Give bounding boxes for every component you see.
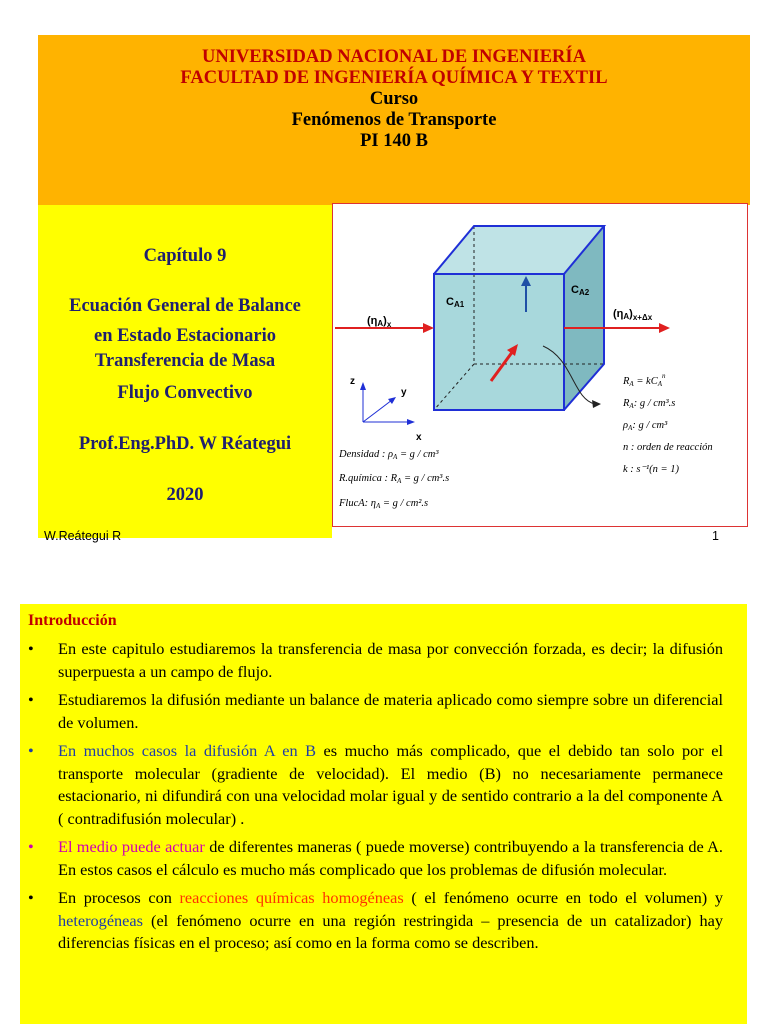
rate-constant: k : s⁻¹(n = 1) (623, 464, 680, 475)
bullet: • (28, 741, 34, 760)
list-item (20, 689, 747, 734)
x-axis-label: x (416, 432, 422, 443)
paragraph-4-text: de diferentes maneras ( puede moverse) contribuyendo a la transferencia de A. En estos casos el cálculo es mucho más complicado que los problemas de difusión molecular. (58, 837, 724, 879)
list-item (20, 836, 747, 881)
paragraph-5-end: (el fenómeno ocurre en una región restringida – presencia de un catalizador) hay diferencias físicas en el proceso; así como en la forma como se describen. (58, 910, 723, 952)
paragraph-3-text: es mucho más complicado, que el debido tan solo por el transporte molecular (gradiente de velocidad). El medio (B) no necesariamente permanece estacionario, ni difundirá con una velocidad molar igual y de sentido contrario a la del componente A ( contradifusión molecular) . (58, 741, 723, 828)
cover-title-line-4: Flujo Convectivo (117, 383, 253, 403)
concentration-a2-label: CA2 (571, 284, 590, 297)
rate-units: RA: g / cm³.s (623, 398, 676, 410)
reaction-order: n : orden de reacción (623, 442, 713, 453)
introduction-title: Introducción (28, 612, 117, 629)
list-item (20, 887, 747, 955)
course-code: PI 140 B (360, 131, 428, 151)
course-name: Fenómenos de Transporte (291, 110, 497, 130)
list-item (20, 740, 747, 830)
bullet: • (28, 690, 34, 709)
y-axis-head (388, 397, 396, 404)
professor-name: Prof.Eng.PhD. W Réategui (78, 434, 292, 454)
reaction-equations (622, 372, 713, 475)
cover-title-line-2: en Estado Estacionario (94, 326, 276, 346)
paragraph-3-highlight: En muchos casos la difusión A en B (58, 741, 324, 760)
university-name: UNIVERSIDAD NACIONAL DE INGENIERÍA (202, 47, 586, 67)
heterogeneous-highlight: heterogéneas (58, 910, 143, 930)
z-axis-head (360, 382, 366, 390)
control-volume-figure (332, 203, 748, 527)
paragraph-5-start: En procesos con (58, 888, 180, 907)
reaction-definition: R.química : RA = g / cm³.s (339, 473, 450, 485)
cover-title-line-3: Transferencia de Masa (94, 351, 276, 371)
flux-definition: FlucA: ηA = g / cm².s (339, 498, 429, 510)
introduction-slide (20, 604, 747, 1024)
flux-out-label: $(\eta A)_{x+\Delta x}$ (613, 308, 653, 322)
introduction-list (20, 638, 747, 961)
cover-panel (38, 205, 332, 538)
course-label: Curso (369, 89, 419, 109)
chapter-label: Capítulo 9 (143, 246, 227, 266)
concentration-a1-label: CA1 (446, 296, 465, 309)
rate-equation: RA = kCA$^n$ (623, 372, 666, 388)
cover-title-line-1: Ecuación General de Balance (69, 296, 301, 316)
y-axis-label: y (401, 387, 407, 398)
year: 2020 (166, 485, 204, 505)
paragraph-4-highlight: El medio puede actuar (58, 837, 210, 856)
definitions (338, 449, 449, 510)
flux-in-label: $(\eta A)_x$ (367, 315, 392, 329)
pointer-head (592, 400, 601, 408)
density-definition: Densidad : ρA = g / cm³ (339, 449, 439, 461)
bullet: • (28, 888, 34, 907)
paragraph-5-middle: ( el fenómeno ocurre en todo el volumen) y (403, 888, 723, 907)
z-axis-label: z (350, 376, 355, 387)
page-number: 1 (712, 529, 719, 543)
paragraph-1: En este capitulo estudiaremos la transferencia de masa por convección forzada, es decir; la difusión superpuesta a un campo de flujo. (58, 639, 723, 681)
homogeneous-reactions-highlight: reacciones químicas homogéneas (179, 888, 404, 907)
cube-diagram (333, 204, 747, 526)
bullet: • (28, 837, 34, 856)
x-axis-head (407, 419, 415, 425)
bullet: • (28, 639, 34, 658)
cube-front-face (434, 274, 564, 410)
author-footer: W.Reátegui R (44, 529, 122, 543)
list-item (20, 638, 747, 683)
title-banner (38, 35, 750, 205)
paragraph-2: Estudiaremos la difusión mediante un balance de materia aplicado como siempre sobre un diferencial de volumen. (58, 690, 723, 732)
density-units: ρA: g / cm³ (623, 420, 668, 432)
faculty-name: FACULTAD DE INGENIERÍA QUÍMICA Y TEXTIL (180, 68, 608, 88)
